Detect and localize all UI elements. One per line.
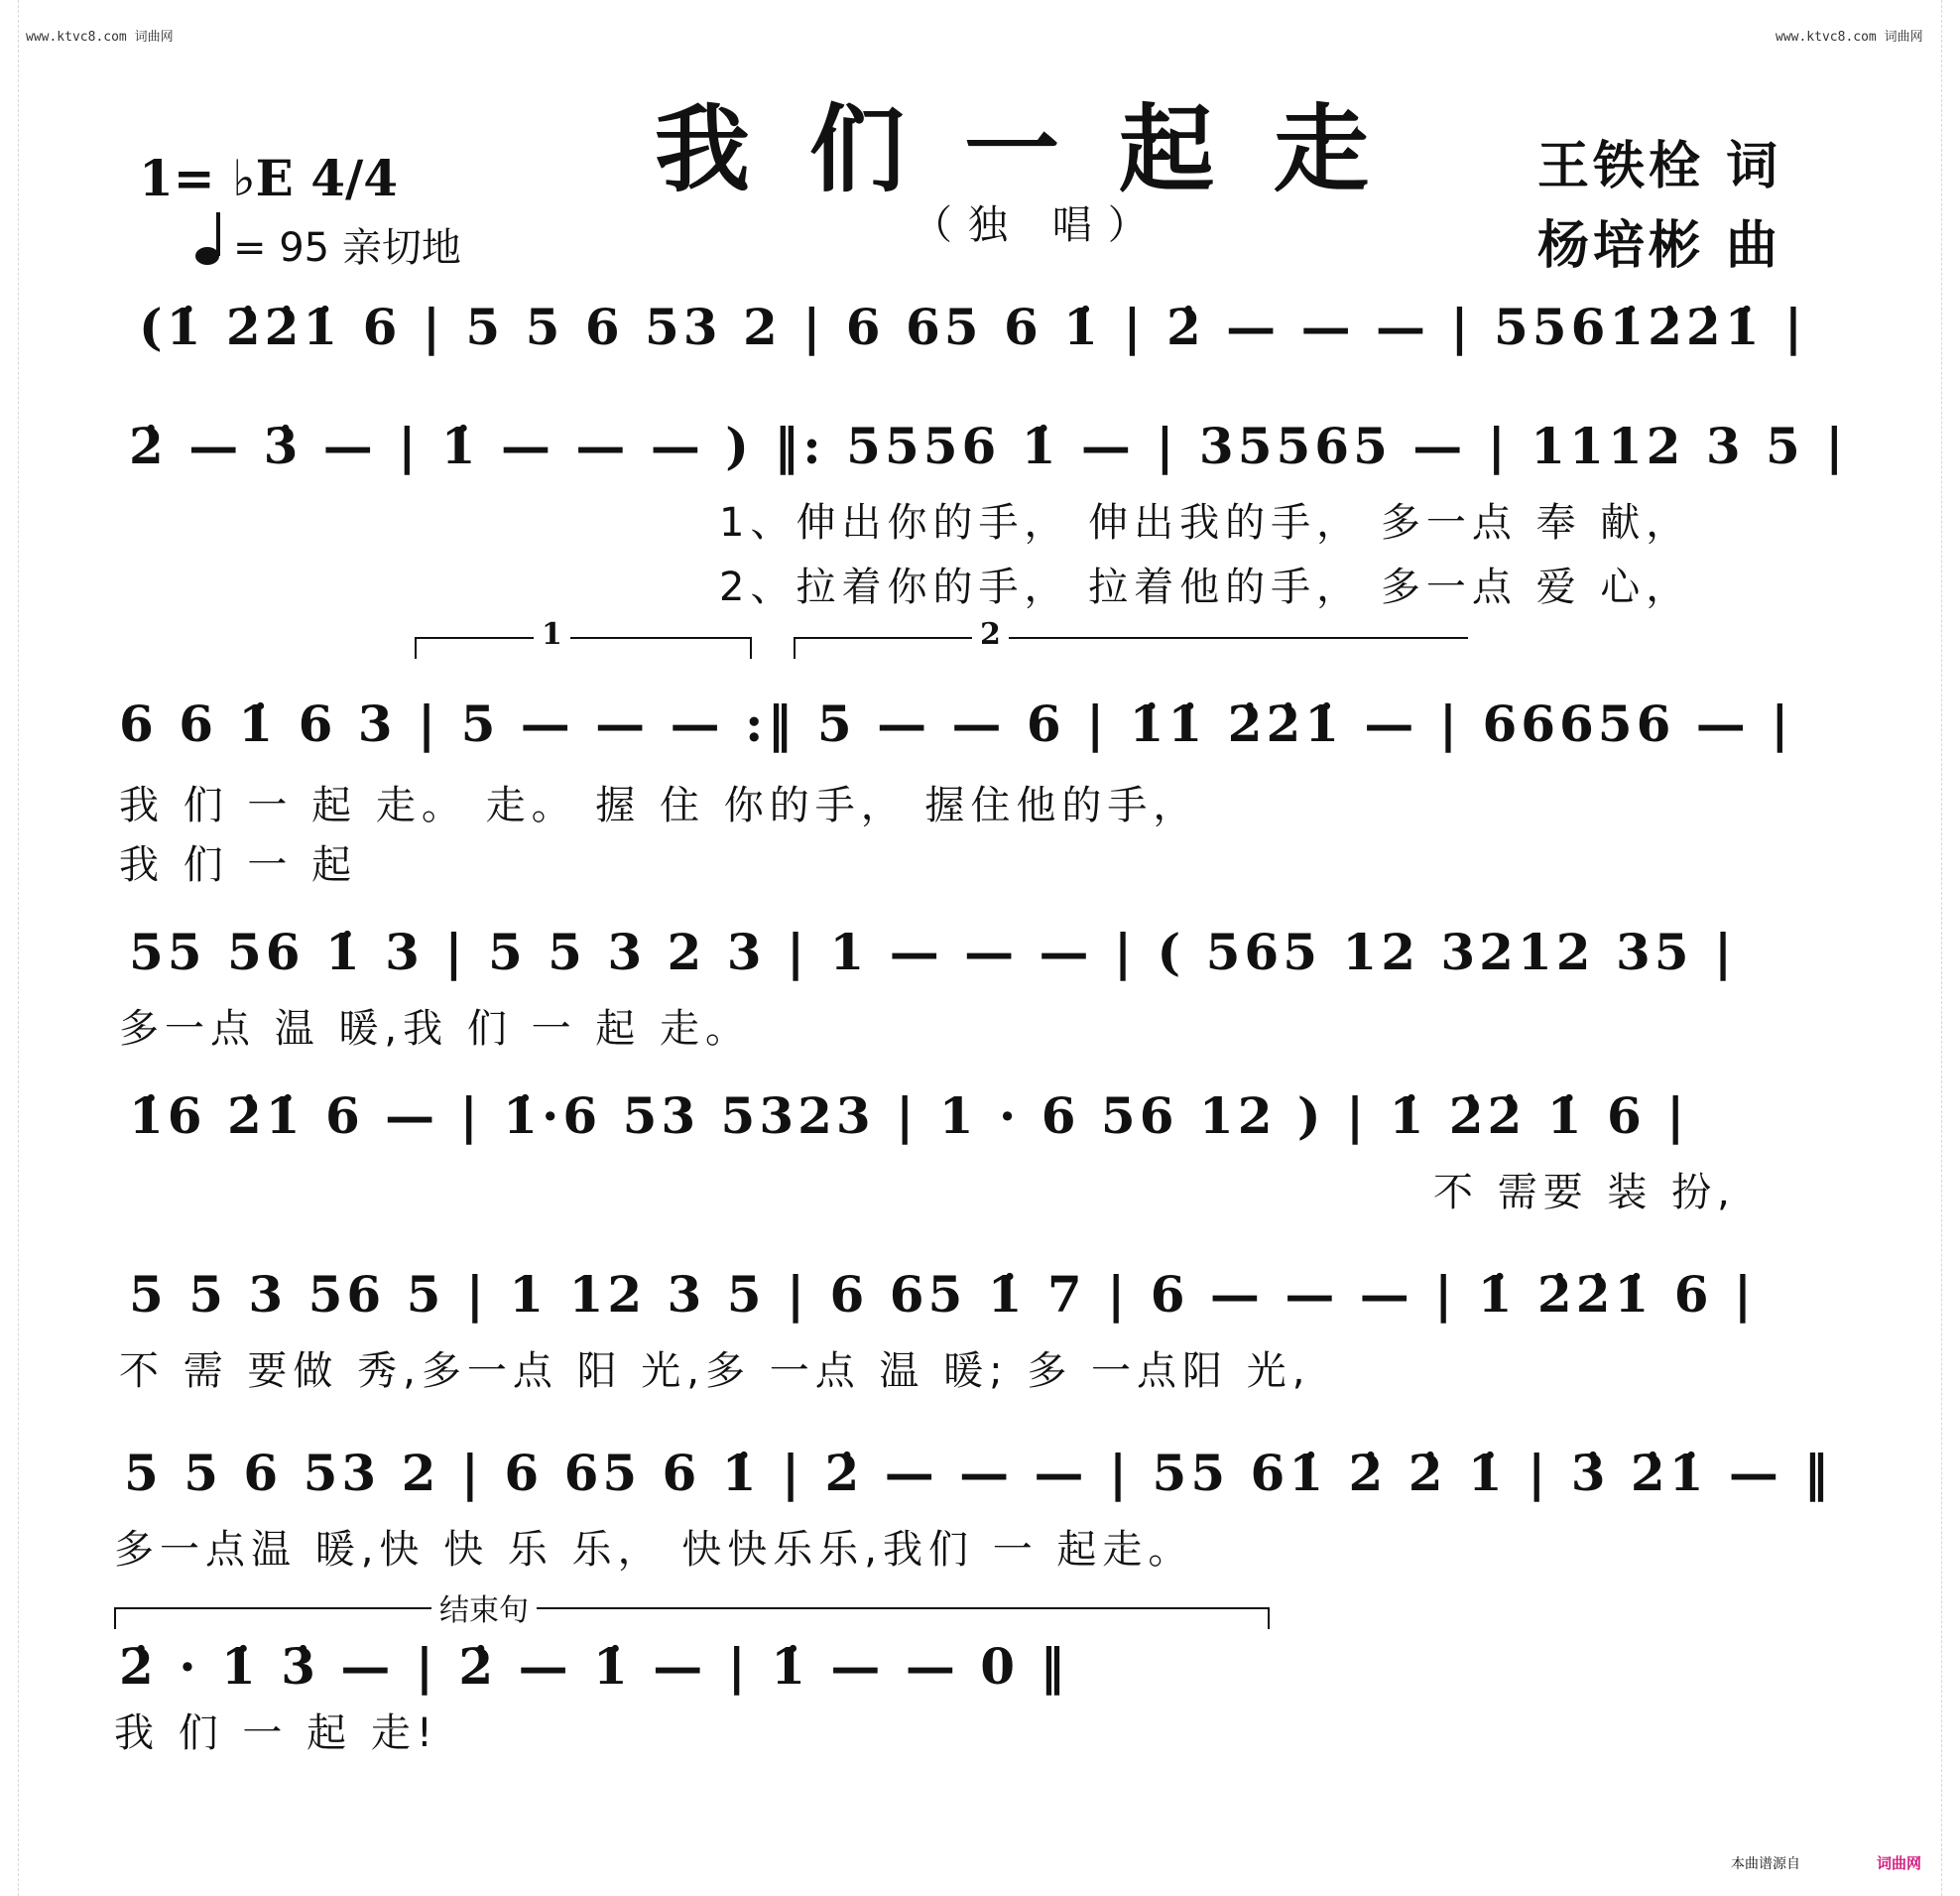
score-line-4: 6 6 1̇ 6 3 | 5 — — — :‖ 5 — — 6 | 1̇1̇ 2̇2̇1̇ — | 66656 — |: [119, 695, 1793, 753]
key-signature: 1= ♭E 4/4: [139, 149, 399, 207]
volta-bracket-1: [415, 617, 752, 652]
lyric-line-4b: 我 们 一 起: [119, 842, 358, 888]
volta-bracket-2: [794, 617, 1468, 652]
lyric-line-9: 我 们 一 起 走!: [114, 1710, 438, 1756]
lyric-verse-1: 1、伸出你的手， 伸出我的手， 多一点 奉 献，: [719, 500, 1692, 546]
score-line-9: 2̇ · 1̇ 3̇ — | 2̇ — 1̇ — | 1̇ — — 0 ‖: [119, 1637, 1069, 1696]
song-title: 我们一起走: [655, 94, 1428, 205]
ending-bracket: [114, 1593, 1270, 1628]
footer-brand[interactable]: 词曲网: [1877, 1854, 1922, 1872]
lyric-line-5: 多一点 温 暖,我 们 一 起 走。: [119, 1006, 752, 1052]
volta-label-1: 1: [534, 617, 570, 652]
lyric-line-8: 多一点温 暖,快 快 乐 乐， 快快乐乐,我们 一 起走。: [114, 1527, 1194, 1573]
score-line-1: (1̇ 2̇2̇1̇ 6 | 5 5 6 53 2 | 6 65 6 1̇ | 2̇ — — — | 5561̇2̇2̇1̇ |: [139, 298, 1807, 356]
quarter-note-icon: [193, 208, 229, 272]
left-margin-strip: [0, 0, 19, 1896]
score-line-2: 2̇ — 3̇ — | 1̇ — — — ) ‖: 5556 1̇ — | 35565 — | 1112 3 5 |: [129, 417, 1848, 475]
tempo-marking: = 95 亲切地: [233, 225, 461, 271]
score-line-8: 5 5 6 53 2 | 6 65 6 1̇ | 2̇ — — — | 55 61̇ 2̇ 2̇ 1̇ | 3̇ 2̇1̇ — ‖: [124, 1444, 1833, 1502]
right-margin-strip: [1941, 0, 1960, 1896]
footer-source: 本曲谱源自: [1731, 1856, 1800, 1872]
composer-credit: 杨培彬 曲: [1537, 216, 1782, 276]
song-subtitle: （独 唱）: [913, 202, 1164, 248]
ending-label: 结束句: [431, 1585, 537, 1629]
lyricist-credit: 王铁栓 词: [1537, 137, 1782, 196]
site-watermark-left[interactable]: www.ktvc8.com 词曲网: [26, 30, 174, 45]
volta-label-2: 2: [972, 617, 1009, 652]
lyric-line-4a: 我 们 一 起 走。 走。 握 住 你的手， 握住他的手，: [119, 783, 1199, 828]
lyric-verse-2: 2、拉着你的手， 拉着他的手， 多一点 爱 心，: [719, 565, 1692, 610]
score-line-5: 55 56 1̇ 3 | 5 5 3 2 3 | 1 — — — | ( 565 12 3212 35 |: [129, 923, 1737, 981]
score-line-6: 1̇6 2̇1̇ 6 — | 1̇·6 53 5323 | 1 · 6 56 12 ) | 1̇ 2̇2̇ 1̇ 6 |: [129, 1086, 1689, 1145]
lyric-line-6: 不 需要 装 扮,: [1433, 1170, 1736, 1215]
lyric-line-7: 不 需 要做 秀,多一点 阳 光,多 一点 温 暖; 多 一点阳 光,: [119, 1348, 1311, 1394]
site-watermark-right[interactable]: www.ktvc8.com 词曲网: [1776, 30, 1923, 45]
score-line-7: 5 5 3 56 5 | 1 12 3 5 | 6 65 1̇ 7 | 6 — — — | 1̇ 2̇2̇1̇ 6 |: [129, 1265, 1757, 1324]
